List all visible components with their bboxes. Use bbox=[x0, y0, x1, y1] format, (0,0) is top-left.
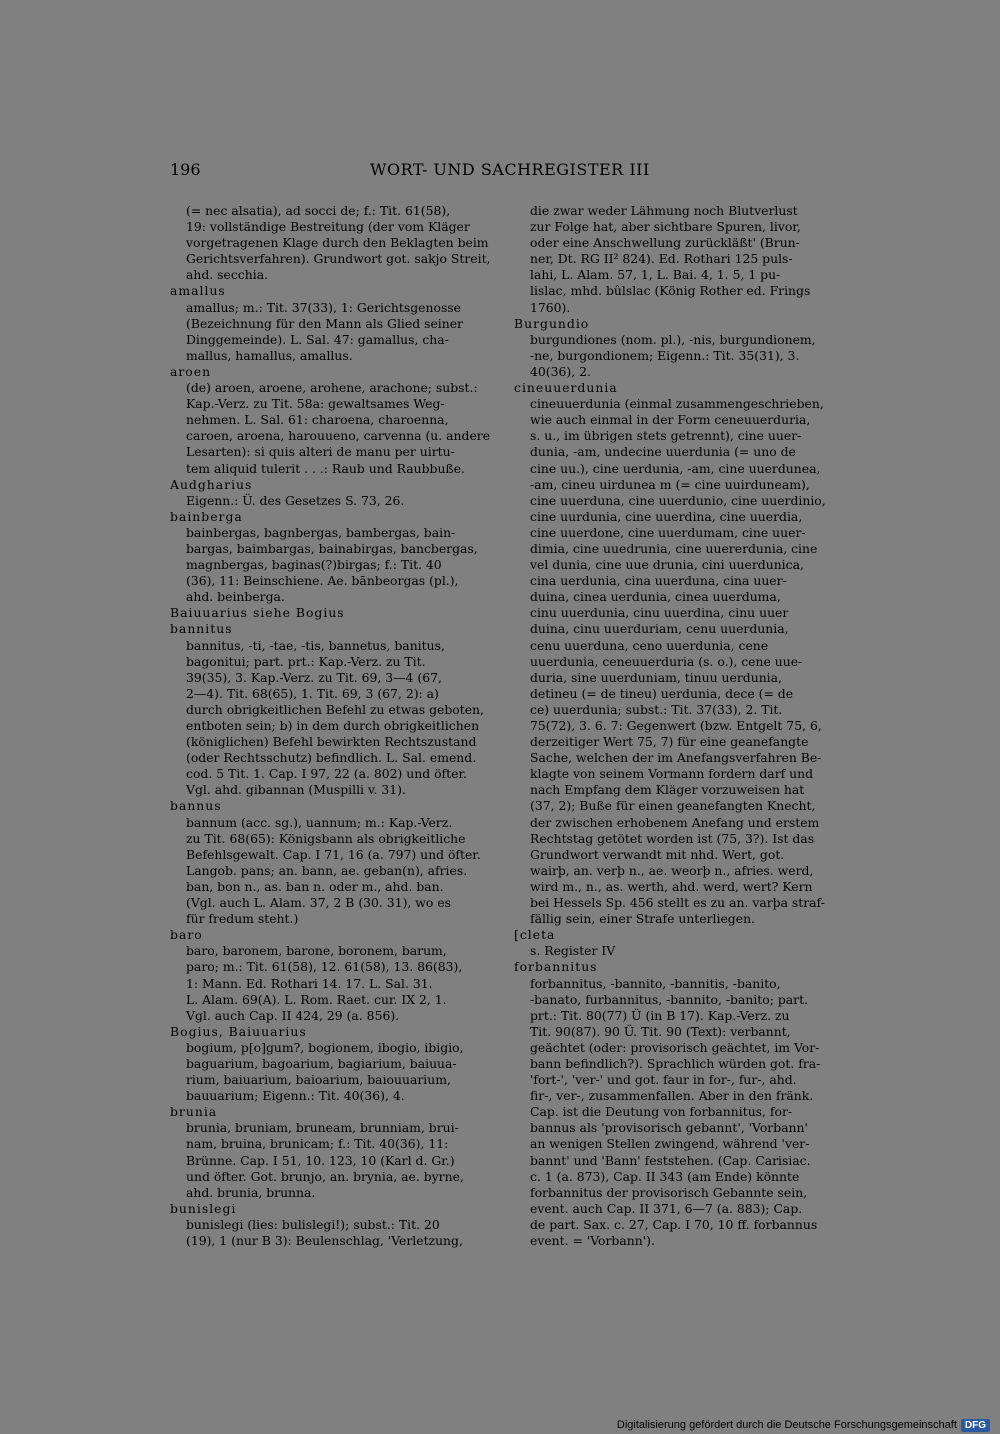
left-column bbox=[170, 203, 493, 1249]
entry-text-line: durch obrigkeitlichen Befehl zu etwas geboten, bbox=[186, 701, 484, 717]
entry-headword: amallus bbox=[170, 283, 226, 299]
entry-text-line: der zwischen erhobenem Anefang und erstem bbox=[530, 814, 820, 830]
entry-text-line: baro, baronem, barone, boronem, barum, bbox=[186, 943, 447, 959]
entry-text-line: bannt' und 'Bann' feststehen. (Cap. Carisiac. bbox=[530, 1152, 811, 1168]
entry-text-line: 39(35), 3. Kap.-Verz. zu Tit. 69, 3—4 (67, bbox=[186, 669, 442, 685]
entry-text-line: (oder Rechtsschutz) befindlich. L. Sal. emend. bbox=[186, 750, 477, 766]
entry-text-line: 'fort-', 'ver-' und got. faur in for-, fur-, ahd. bbox=[530, 1072, 797, 1088]
entry-text-line: wie auch einmal in der Form ceneuuerduria, bbox=[530, 412, 811, 428]
entry-headword: cineuuerdunia bbox=[514, 380, 618, 396]
entry-text-line: nam, bruina, brunicam; f.: Tit. 40(36), 11: bbox=[186, 1136, 449, 1152]
entry-text-line: Grundwort verwandt mit nhd. Wert, got. bbox=[530, 846, 785, 862]
right-column bbox=[514, 203, 838, 1249]
entry-text-line: (Bezeichnung für den Mann als Glied seiner bbox=[186, 315, 463, 331]
entry-text-line: 75(72), 3. 6. 7: Gegenwert (bzw. Entgelt 75, 6, bbox=[530, 718, 822, 733]
entry-text-line: ce) uuerdunia; subst.: Tit. 37(33), 2. Tit. bbox=[530, 701, 783, 717]
running-header bbox=[170, 160, 830, 184]
entry-text-line: an wenigen Stellen zwingend, während 'ver- bbox=[530, 1136, 810, 1152]
entry-text-line: s. u., im übrigen stets getrennt), cine uuer- bbox=[530, 428, 802, 444]
entry-text-line: rium, baiuarium, baioarium, baiouuarium, bbox=[186, 1072, 451, 1088]
entry-text-line: für fredum steht.) bbox=[186, 911, 299, 927]
entry-text-line: cine uuerduna, cine uuerdunio, cine uuerdinio, bbox=[530, 492, 826, 508]
entry-text-line: 1760). bbox=[530, 299, 571, 315]
entry-text-line: Vgl. auch Cap. II 424, 29 (a. 856). bbox=[186, 1007, 400, 1023]
entry-text-line: duina, cinea uerdunia, cinea uuerduma, bbox=[530, 589, 781, 605]
entry-text-line: wairþ, an. verþ n., ae. weorþ n., afries. werd, bbox=[530, 862, 814, 878]
entry-headword: bunislegi bbox=[170, 1200, 237, 1216]
entry-text-line: fällig sein, einer Strafe unterliegen. bbox=[530, 911, 755, 927]
entry-headword: Bogius, Baiuuarius bbox=[170, 1023, 307, 1039]
entry-text-line: und öfter. Got. brunjo, an. brynia, ae. byrne, bbox=[186, 1168, 464, 1184]
entry-text-line: cinu uuerdunia, cinu uuerdina, cinu uuer bbox=[530, 605, 789, 621]
entry-text-line: (Vgl. auch L. Alam. 37, 2 B (30. 31), wo es bbox=[186, 895, 451, 911]
entry-text-line: event. = 'Vorbann'). bbox=[530, 1233, 655, 1248]
entry-text-line: (de) aroen, aroene, arohene, arachone; subst.: bbox=[186, 380, 478, 396]
entry-text-line: 1: Mann. Ed. Rothari 14. 17. L. Sal. 31. bbox=[186, 975, 433, 991]
entry-text-line: burgundiones (nom. pl.), -nis, burgundionem, bbox=[530, 331, 816, 347]
entry-text-line: 40(36), 2. bbox=[530, 363, 591, 379]
entry-text-line: bannus als 'provisorisch gebannt', 'Vorbann' bbox=[530, 1120, 808, 1136]
entry-text-line: cina uerdunia, cina uuerduna, cina uuer- bbox=[530, 573, 787, 589]
entry-text-line: bogium, p[o]gum?, bogionem, ibogio, ibigio, bbox=[186, 1039, 464, 1055]
entry-text-line: wird m., n., as. werth, ahd. werd, wert? Kern bbox=[530, 878, 813, 894]
entry-text-line: oder eine Anschwellung zurückläßt' (Brun- bbox=[530, 235, 800, 251]
entry-text-line: event. auch Cap. II 371, 6—7 (a. 883); Cap. bbox=[530, 1200, 803, 1216]
entry-text-line: (19), 1 (nur B 3): Beulenschlag, 'Verletzung, bbox=[186, 1233, 463, 1248]
entry-headword: bannus bbox=[170, 798, 222, 814]
entry-text-line: lislac, mhd. bûlslac (König Rother ed. Frings bbox=[530, 283, 811, 299]
entry-text-line: Tit. 90(87). 90 Ü. Tit. 90 (Text): verbannt, bbox=[530, 1023, 791, 1039]
entry-text-line: fir-, ver-, zusammenfallen. Aber in den fränk. bbox=[530, 1088, 814, 1104]
entry-text-line: L. Alam. 69(A). L. Rom. Raet. cur. IX 2, 1. bbox=[186, 991, 447, 1007]
entry-text-line: mallus, hamallus, amallus. bbox=[186, 347, 353, 363]
entry-text-line: bargas, baimbargas, bainabirgas, bancbergas, bbox=[186, 540, 478, 556]
entry-text-line: cenu uuerduna, ceno uuerdunia, cene bbox=[530, 637, 769, 653]
entry-headword: bainberga bbox=[170, 508, 243, 524]
entry-text-line: zur Folge hat, aber sichtbare Spuren, livor, bbox=[530, 219, 801, 235]
entry-text-line: dunia, -am, undecine uuerdunia (= uno de bbox=[530, 444, 796, 460]
entry-text-line: caroen, aroena, harouueno, carvenna (u. andere bbox=[186, 428, 491, 444]
entry-text-line: Cap. ist die Deutung von forbannitus, for- bbox=[530, 1104, 793, 1120]
entry-text-line: bann befindlich?). Sprachlich würden got. fra- bbox=[530, 1055, 821, 1071]
entry-text-line: bannitus, -ti, -tae, -tis, bannetus, banitus, bbox=[186, 637, 445, 653]
entry-text-line: Befehlsgewalt. Cap. I 71, 16 (a. 797) und öfter. bbox=[186, 846, 481, 862]
entry-text-line: Kap.-Verz. zu Tit. 58a: gewaltsames Weg- bbox=[186, 396, 445, 412]
entry-text-line: zu Tit. 68(65): Königsbann als obrigkeitliche bbox=[186, 830, 466, 846]
entry-text-line: duria, sine uuerduniam, tinuu uerdunia, bbox=[530, 669, 782, 685]
entry-text-line: Langob. pans; an. bann, ae. geban(n), afries. bbox=[186, 862, 468, 878]
entry-headword: bannitus bbox=[170, 621, 233, 637]
entry-text-line: cineuuerdunia (einmal zusammengeschrieben, bbox=[530, 396, 824, 412]
entry-headword: brunia bbox=[170, 1104, 218, 1120]
entry-text-line: forbannitus der provisorisch Gebannte sein, bbox=[530, 1184, 808, 1200]
entry-text-line: cine uurdunia, cine uuerdina, cine uuerdia, bbox=[530, 508, 803, 524]
entry-text-line: Brünne. Cap. I 51, 10. 123, 10 (Karl d. Gr.) bbox=[186, 1152, 455, 1168]
entry-text-line: nach Empfang dem Kläger vorzuweisen hat bbox=[530, 782, 805, 798]
entry-text-line: forbannitus, -bannito, -bannitis, -banito, bbox=[530, 975, 781, 991]
entry-text-line: bauuarium; Eigenn.: Tit. 40(36), 4. bbox=[186, 1088, 405, 1104]
entry-text-line: uuerdunia, ceneuuerduria (s. o.), cene uue- bbox=[530, 653, 803, 669]
entry-headword: Audgharius bbox=[170, 476, 253, 492]
entry-text-line: cod. 5 Tit. 1. Cap. I 97, 22 (a. 802) und öfter. bbox=[186, 766, 467, 782]
entry-text-line: (= nec alsatia), ad socci de; f.: Tit. 61(58), bbox=[186, 203, 451, 218]
footer bbox=[0, 1416, 1000, 1434]
entry-headword: forbannitus bbox=[514, 959, 598, 975]
entry-text-line: bainbergas, bagnbergas, bambergas, bain- bbox=[186, 524, 456, 540]
entry-text-line: vel dunia, cine uue drunia, cini uuerdunica, bbox=[530, 557, 804, 573]
entry-text-line: Lesarten): si quis alteri de manu per uirtu- bbox=[186, 444, 455, 460]
entry-text-line: ahd. beinberga. bbox=[186, 589, 285, 605]
entry-text-line: klagte von seinem Vormann fordern darf und bbox=[530, 766, 814, 782]
entry-text-line: ban, bon n., as. ban n. oder m., ahd. ban. bbox=[186, 878, 444, 894]
entry-text-line: baguarium, bagoarium, bagiarium, baiuua- bbox=[186, 1055, 457, 1071]
entry-text-line: cine uuerdone, cine uuerdumam, cine uuer- bbox=[530, 524, 806, 540]
entry-text-line: Sache, welchen der im Anefangsverfahren Be- bbox=[530, 750, 822, 766]
entry-headword: Baiuuarius siehe Bogius bbox=[170, 605, 345, 621]
entry-text-line: bunislegi (lies: bulislegi!); subst.: Tit. 20 bbox=[186, 1216, 440, 1232]
entry-text-line: Dinggemeinde). L. Sal. 47: gamallus, cha- bbox=[186, 331, 449, 347]
running-title: WORT- UND SACHREGISTER III bbox=[370, 160, 650, 179]
page-number: 196 bbox=[170, 160, 201, 179]
entry-text-line: de part. Sax. c. 27, Cap. I 70, 10 ff. forbannus bbox=[530, 1216, 818, 1232]
entry-text-line: derzeitiger Wert 75, 7) für eine geanefangte bbox=[530, 734, 809, 750]
entry-text-line: Rechtstag getötet worden ist (75, 3?). Ist das bbox=[530, 830, 815, 846]
entry-text-line: Eigenn.: Ü. des Gesetzes S. 73, 26. bbox=[186, 492, 405, 508]
entry-text-line: dimia, cine uuedrunia, cine uuererdunia, cine bbox=[530, 540, 818, 556]
entry-text-line: Gerichtsverfahren). Grundwort got. sakjo Streit, bbox=[186, 251, 491, 267]
entry-text-line: bagonitui; part. prt.: Kap.-Verz. zu Tit. bbox=[186, 653, 426, 669]
entry-text-line: 19: vollständige Bestreitung (der vom Kläger bbox=[186, 219, 470, 235]
entry-headword: Burgundio bbox=[514, 315, 590, 331]
entry-text-line: ner, Dt. RG II² 824). Ed. Rothari 125 puls- bbox=[530, 251, 793, 267]
entry-text-line: geächtet (oder: provisorisch geächtet, im Vor- bbox=[530, 1039, 820, 1055]
entry-text-line: (königlichen) Befehl bewirkten Rechtszustand bbox=[186, 734, 477, 750]
entry-text-line: -ne, burgondionem; Eigenn.: Tit. 35(31), 3. bbox=[530, 347, 800, 363]
entry-headword: [cleta bbox=[514, 927, 556, 943]
entry-text-line: die zwar weder Lähmung noch Blutverlust bbox=[530, 203, 798, 218]
entry-text-line: tem aliquid tulerit . . .: Raub und Raubbuße. bbox=[186, 460, 465, 476]
entry-text-line: nehmen. L. Sal. 61: charoena, charoenna, bbox=[186, 412, 449, 428]
entry-text-line: paro; m.: Tit. 61(58), 12. 61(58), 13. 86(83), bbox=[186, 959, 463, 975]
dfg-logo: DFG bbox=[961, 1419, 990, 1432]
entry-text-line: c. 1 (a. 873), Cap. II 343 (am Ende) könnte bbox=[530, 1168, 800, 1184]
entry-text-line: -banato, furbannitus, -bannito, -banito; part. bbox=[530, 991, 809, 1007]
entry-text-line: detineu (= de tineu) uerdunia, dece (= de bbox=[530, 685, 794, 701]
entry-text-line: bannum (acc. sg.), uannum; m.: Kap.-Verz. bbox=[186, 814, 453, 830]
entry-text-line: -am, cineu uirdunea m (= cine uuirduneam), bbox=[530, 476, 810, 492]
entry-text-line: amallus; m.: Tit. 37(33), 1: Gerichtsgenosse bbox=[186, 299, 461, 315]
entry-text-line: cine uu.), cine uerdunia, -am, cine uuerdunea, bbox=[530, 460, 821, 476]
entry-headword: baro bbox=[170, 927, 203, 943]
entry-text-line: s. Register IV bbox=[530, 943, 616, 959]
funding-note: Digitalisierung gefördert durch die Deutsche Forschungsgemeinschaft bbox=[616, 1419, 957, 1431]
entry-text-line: prt.: Tit. 80(77) Ü (in B 17). Kap.-Verz. zu bbox=[530, 1007, 790, 1023]
entry-text-line: magnbergas, baginas(?)birgas; f.: Tit. 40 bbox=[186, 557, 442, 573]
entry-text-line: Vgl. ahd. gibannan (Muspilli v. 31). bbox=[186, 782, 406, 798]
entry-text-line: duina, cinu uuerduriam, cenu uuerdunia, bbox=[530, 621, 789, 637]
entry-text-line: (36), 11: Beinschiene. Ae. bānbeorgas (pl.), bbox=[186, 573, 459, 589]
entry-text-line: ahd. brunia, brunna. bbox=[186, 1184, 316, 1200]
entry-text-line: lahi, L. Alam. 57, 1, L. Bai. 4, 1. 5, 1 pu- bbox=[530, 267, 781, 283]
entry-text-line: (37, 2); Buße für einen geanefangten Knecht, bbox=[530, 798, 816, 814]
entry-text-line: entboten sein; b) in dem durch obrigkeitlichen bbox=[186, 718, 480, 733]
entry-text-line: ahd. secchia. bbox=[186, 267, 269, 283]
entry-text-line: 2—4). Tit. 68(65), 1. Tit. 69, 3 (67, 2): a) bbox=[186, 685, 439, 701]
entry-text-line: brunia, bruniam, bruneam, brunniam, brui- bbox=[186, 1120, 459, 1136]
entry-text-line: vorgetragenen Klage durch den Beklagten beim bbox=[186, 235, 489, 251]
entry-text-line: bei Hessels Sp. 456 stellt es zu an. varþa straf- bbox=[530, 895, 825, 911]
entry-headword: aroen bbox=[170, 363, 212, 379]
